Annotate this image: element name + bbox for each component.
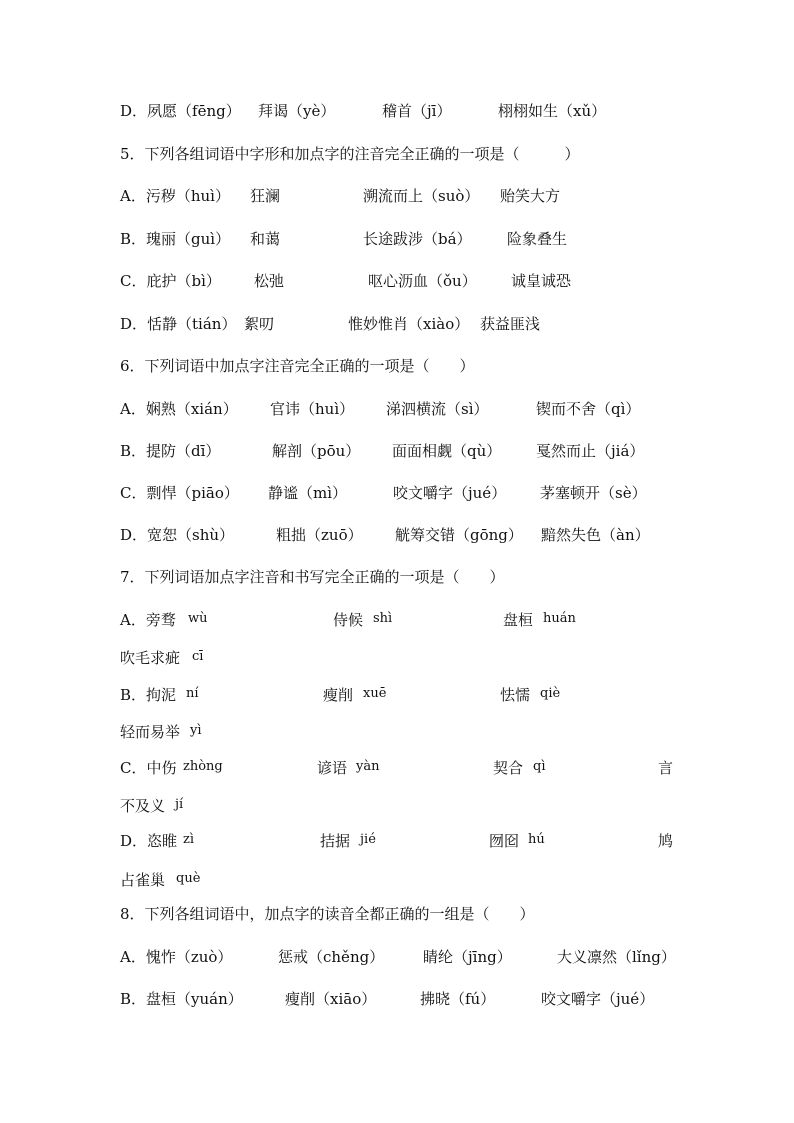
pinyin-text: jié bbox=[360, 832, 376, 847]
pinyin-text: shì bbox=[373, 611, 393, 626]
option-text: 松弛 bbox=[254, 272, 285, 290]
pinyin-text: yì bbox=[190, 723, 202, 738]
option-text: 鸠 bbox=[658, 832, 674, 850]
option-text: 惟妙惟肖（xiào） bbox=[348, 315, 470, 333]
option-row bbox=[0, 228, 794, 252]
option-text: C．剽悍（piāo） bbox=[120, 484, 239, 502]
option-row bbox=[0, 482, 794, 506]
option-text: 栩栩如生（xǔ） bbox=[498, 102, 607, 120]
option-text: 呕心沥血（ǒu） bbox=[368, 272, 477, 290]
option-row-continued bbox=[0, 795, 794, 819]
option-text: A．旁骛 bbox=[120, 611, 176, 629]
option-row bbox=[0, 313, 794, 337]
pinyin-text: jí bbox=[175, 797, 184, 812]
option-text: 契合 bbox=[493, 759, 524, 777]
pinyin-text: qiè bbox=[540, 686, 561, 701]
question-text: 7．下列词语加点字注音和书写完全正确的一项是（ ） bbox=[120, 568, 505, 586]
option-row bbox=[0, 684, 794, 708]
option-row-continued bbox=[0, 721, 794, 745]
option-text: C．中伤 bbox=[120, 759, 177, 777]
option-text: 睛纶（jīng） bbox=[423, 948, 512, 966]
question-text: 6．下列词语中加点字注音完全正确的一项是（ ） bbox=[120, 357, 475, 375]
option-text: 长途跋涉（bá） bbox=[363, 230, 472, 248]
question-7 bbox=[0, 566, 794, 590]
option-row bbox=[0, 440, 794, 464]
pinyin-text: zhòng bbox=[183, 759, 223, 774]
pinyin-text: yàn bbox=[356, 759, 380, 774]
option-row-continued bbox=[0, 647, 794, 671]
pinyin-text: wù bbox=[188, 611, 208, 626]
option-text: 粗拙（zuō） bbox=[276, 526, 363, 544]
option-text: A．娴熟（xián） bbox=[120, 400, 238, 418]
option-text: 黯然失色（àn） bbox=[541, 526, 650, 544]
option-text: 惩戒（chěng） bbox=[278, 948, 385, 966]
option-text: 瘦削 bbox=[323, 686, 354, 704]
option-text: 涕泗横流（sì） bbox=[386, 400, 489, 418]
option-row bbox=[0, 757, 794, 781]
pinyin-text: cī bbox=[192, 649, 204, 664]
option-text: C．庇护（bì） bbox=[120, 272, 221, 290]
option-text: 吹毛求疵 bbox=[120, 649, 181, 667]
question-6 bbox=[0, 355, 794, 379]
option-row bbox=[0, 524, 794, 548]
option-text: 言 bbox=[658, 759, 674, 777]
option-text: D．恬静（tián） bbox=[120, 315, 237, 333]
option-row bbox=[0, 988, 794, 1012]
option-text: 怯懦 bbox=[500, 686, 531, 704]
option-text: 占雀巢 bbox=[120, 871, 166, 889]
option-text: 咬文嚼字（jué） bbox=[541, 990, 655, 1008]
option-text: 稽首（jī） bbox=[382, 102, 452, 120]
option-text: 狂澜 bbox=[250, 187, 281, 205]
option-text: 拂晓（fú） bbox=[420, 990, 496, 1008]
question-text: 8．下列各组词语中，加点字的读音全都正确的一组是（ ） bbox=[120, 905, 535, 923]
option-text: 静谧（mì） bbox=[268, 484, 348, 502]
option-text: D．宽恕（shù） bbox=[120, 526, 235, 544]
option-text: D．夙愿（fēng） bbox=[120, 102, 241, 120]
pinyin-text: hú bbox=[528, 832, 545, 847]
option-text: 囫囵 bbox=[489, 832, 520, 850]
option-text: 险象叠生 bbox=[507, 230, 568, 248]
option-row bbox=[0, 609, 794, 633]
option-row bbox=[0, 185, 794, 209]
option-text: A．愧怍（zuò） bbox=[120, 948, 233, 966]
option-text: 谚语 bbox=[317, 759, 348, 777]
option-text: 获益匪浅 bbox=[480, 315, 541, 333]
option-text: 觥筹交错（gōng） bbox=[395, 526, 523, 544]
option-text: 拜谒（yè） bbox=[258, 102, 336, 120]
option-text: B．提防（dī） bbox=[120, 442, 221, 460]
option-row bbox=[0, 270, 794, 294]
question-8 bbox=[0, 903, 794, 927]
question-text: 5．下列各组词语中字形和加点字的注音完全正确的一项是（ ） bbox=[120, 145, 580, 163]
option-row bbox=[0, 398, 794, 422]
option-text: B．盘桓（yuán） bbox=[120, 990, 243, 1008]
option-text: 溯流而上（suò） bbox=[363, 187, 480, 205]
option-text: 解剖（pōu） bbox=[272, 442, 361, 460]
pinyin-text: zì bbox=[183, 832, 195, 847]
option-text: 官讳（huì） bbox=[270, 400, 355, 418]
option-text: 贻笑大方 bbox=[500, 187, 561, 205]
pinyin-text: huán bbox=[543, 611, 576, 626]
option-text: A．污秽（huì） bbox=[120, 187, 230, 205]
option-text: B．拘泥 bbox=[120, 686, 177, 704]
option-text: 和蔼 bbox=[250, 230, 281, 248]
option-text: 诚皇诚恐 bbox=[511, 272, 572, 290]
option-text: 大义凛然（lǐng） bbox=[557, 948, 676, 966]
option-text: 絮叨 bbox=[244, 315, 275, 333]
option-text: B．瑰丽（guì） bbox=[120, 230, 231, 248]
option-text: 锲而不舍（qì） bbox=[536, 400, 641, 418]
option-text: D．恣睢 bbox=[120, 832, 178, 850]
pinyin-text: què bbox=[176, 871, 201, 886]
option-row bbox=[0, 830, 794, 854]
option-text: 咬文嚼字（jué） bbox=[393, 484, 507, 502]
pinyin-text: ní bbox=[186, 686, 199, 701]
question-5 bbox=[0, 143, 794, 167]
pinyin-text: qì bbox=[533, 759, 546, 774]
option-row bbox=[0, 100, 794, 124]
option-row bbox=[0, 946, 794, 970]
pinyin-text: xuē bbox=[363, 686, 387, 701]
option-text: 戛然而止（jiá） bbox=[536, 442, 645, 460]
option-text: 拮据 bbox=[320, 832, 351, 850]
option-text: 不及义 bbox=[120, 797, 166, 815]
option-row-continued bbox=[0, 869, 794, 893]
option-text: 侍候 bbox=[333, 611, 364, 629]
option-text: 茅塞顿开（sè） bbox=[540, 484, 647, 502]
option-text: 盘桓 bbox=[503, 611, 534, 629]
option-text: 轻而易举 bbox=[120, 723, 181, 741]
option-text: 瘦削（xiāo） bbox=[285, 990, 377, 1008]
option-text: 面面相觑（qù） bbox=[392, 442, 502, 460]
